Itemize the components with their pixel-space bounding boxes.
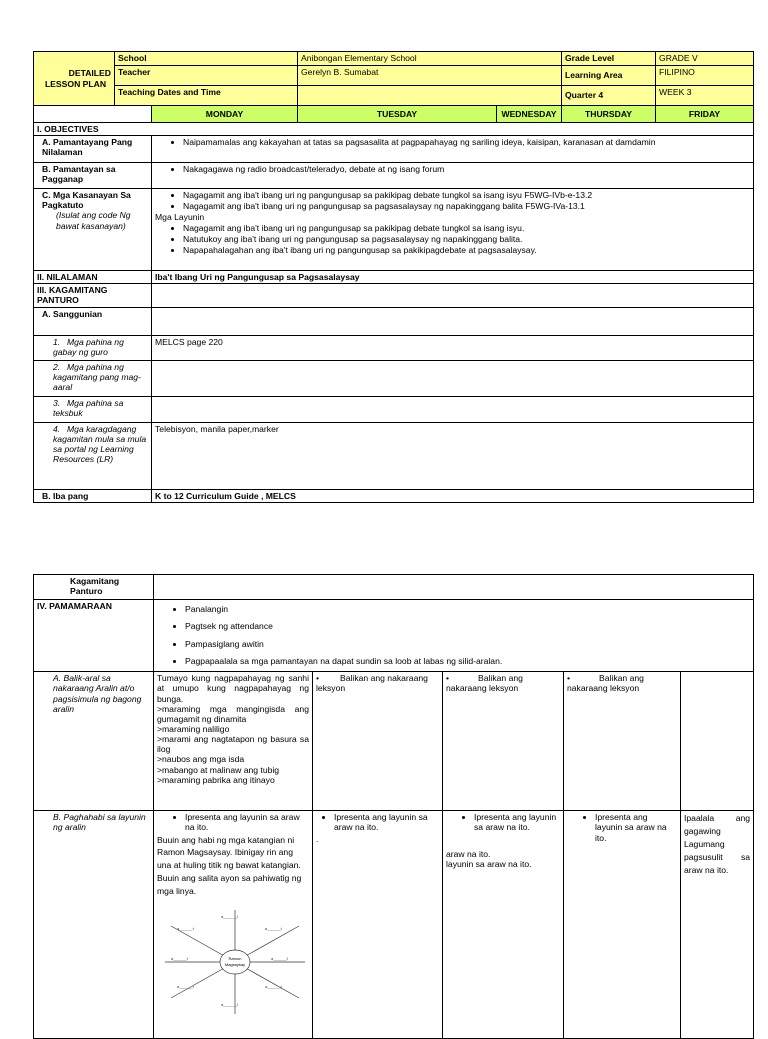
lesson-plan-title: DETAILED LESSON PLAN bbox=[34, 52, 115, 106]
balik-aral-thursday: • Balikan ang nakaraang leksyon bbox=[564, 672, 681, 811]
paghahabi-label: B. Paghahabi sa layunin ng aralin bbox=[34, 811, 154, 1039]
quarter-value: WEEK 3 bbox=[656, 86, 754, 106]
web-blank: a______t bbox=[271, 956, 288, 962]
pamantayang-nilalaman-label: A. Pamantayang Pang Nilalaman bbox=[34, 136, 152, 163]
paghahabi-wednesday: • Ipresenta ang layunin sa araw na ito. araw na ito. layunin sa araw na ito. bbox=[443, 811, 564, 1039]
lesson-plan-table-1 bbox=[33, 51, 754, 503]
dates-label: Teaching Dates and Time bbox=[115, 86, 298, 106]
web-center-label-2: Magsaysay bbox=[224, 962, 246, 968]
web-center-label-1: Ramon bbox=[228, 956, 242, 962]
learning-area-label: Learning Area bbox=[562, 66, 656, 86]
objectives-heading: I. OBJECTIVES bbox=[34, 123, 754, 136]
day-friday: FRIDAY bbox=[656, 106, 754, 123]
karagdagang-kagamitan-label: 4. Mga karagdagang kagamitan mula sa mula sa portal ng Learning Resources (LR) bbox=[34, 422, 152, 489]
teacher-value: Gerelyn B. Sumabat bbox=[298, 66, 562, 86]
ramon-magsaysay-web-diagram bbox=[161, 906, 309, 1018]
web-blank: a______t bbox=[221, 914, 238, 920]
paghahabi-thursday: • Ipresenta ang layunin sa araw na ito. bbox=[564, 811, 681, 1039]
dates-value bbox=[298, 86, 562, 106]
grade-level-value: GRADE V bbox=[656, 52, 754, 66]
kagamitang-panturo-value bbox=[152, 284, 754, 307]
pamantayan-pagganap-label: B. Pamantayan sa Pagganap bbox=[34, 163, 152, 189]
web-blank: a______t bbox=[265, 926, 282, 932]
kagamitang-panturo-value-2 bbox=[154, 575, 754, 600]
learning-area-value: FILIPINO bbox=[656, 66, 754, 86]
day-tuesday: TUESDAY bbox=[298, 106, 497, 123]
web-blank: a______t bbox=[221, 1002, 238, 1008]
school-label: School bbox=[115, 52, 298, 66]
days-header-blank bbox=[34, 106, 152, 123]
gabay-guro-label: 1. Mga pahina ng gabay ng guro bbox=[34, 335, 152, 360]
web-blank: a______t bbox=[171, 956, 188, 962]
sanggunian-label: A. Sanggunian bbox=[34, 307, 152, 335]
web-blank: a______t bbox=[177, 984, 194, 990]
day-wednesday: WEDNESDAY bbox=[497, 106, 562, 123]
sanggunian-value bbox=[152, 307, 754, 335]
kasanayan-label: C. Mga Kasanayan Sa Pagkatuto (Isulat ang code Ng bawat kasanayan) bbox=[34, 189, 152, 271]
iba-pang-value: K to 12 Curriculum Guide , MELCS bbox=[152, 489, 754, 502]
teksbuk-label: 3. Mga pahina sa teksbuk bbox=[34, 396, 152, 422]
balik-aral-tuesday: • Balikan ang nakaraang leksyon bbox=[313, 672, 443, 811]
day-thursday: THURSDAY bbox=[562, 106, 656, 123]
grade-level-label: Grade Level bbox=[562, 52, 656, 66]
web-blank: a______t bbox=[265, 984, 282, 990]
day-monday: MONDAY bbox=[152, 106, 298, 123]
paghahabi-tuesday: • Ipresenta ang layunin sa araw na ito. . bbox=[313, 811, 443, 1039]
paghahabi-friday: Ipaalala ang gagawing Lagumang pagsusulit sa araw na ito. bbox=[681, 811, 754, 1039]
balik-aral-label: A. Balik-aral sa nakaraang Aralin at/o pagsisimula ng bagong aralin bbox=[34, 672, 154, 811]
kagamitang-panturo-label-2: Kagamitang Panturo bbox=[34, 575, 154, 600]
gabay-guro-value: MELCS page 220 bbox=[152, 335, 754, 360]
quarter-label: Quarter 4 bbox=[562, 86, 656, 106]
lesson-plan-table-2 bbox=[33, 574, 754, 1039]
school-value: Anibongan Elementary School bbox=[298, 52, 562, 66]
balik-aral-friday bbox=[681, 672, 754, 811]
web-blank: a______t bbox=[177, 926, 194, 932]
kagamitang-panturo-label: III. KAGAMITANG PANTURO bbox=[34, 284, 152, 307]
teksbuk-value bbox=[152, 396, 754, 422]
karagdagang-kagamitan-value: Telebisyon, manila paper,marker bbox=[152, 422, 754, 489]
balik-aral-wednesday: • Balikan ang nakaraang leksyon bbox=[443, 672, 564, 811]
pamamaraan-value: • Panalangin • Pagtsek ng attendance • Pampasiglang awitin • Pagpapaalala sa mga pamantayan na dapat sundin sa loob at labas ng silid-aralan. bbox=[154, 600, 754, 672]
nilalaman-value: Iba't Ibang Uri ng Pangungusap sa Pagsasalaysay bbox=[152, 271, 754, 284]
pamantayang-nilalaman-value: • Naipamamalas ang kakayahan at tatas sa pagsasalita at pagpapahayag ng sariling ideya, kaisipan, karanasan at damdamin bbox=[152, 136, 754, 163]
pamamaraan-label: IV. PAMAMARAAN bbox=[34, 600, 154, 672]
kasanayan-value: • Nagagamit ang iba't ibang uri ng pangungusap sa pakikipag debate tungkol sa isang isyu F5WG-IVb-e-13.2 • Nagagamit ang iba't ibang uri ng pangungusap sa pagsasalaysay ng napakinggang balita F5WG-IVa-13.1 Mga Layunin • Nagagamit ang iba't ibang uri ng pangungusap sa pakikipag debate tungkol sa isang isyu. • Natutukoy ang iba't ibang uri ng pangungusap sa pagsasalaysay ng napakinggang balita. • Napapahalagahan ang iba't ibang uri ng pangungusap sa pakikipagdebate at pagsasalaysay. bbox=[152, 189, 754, 271]
kagamitang-mag-aaral-label: 2. Mga pahina ng kagamitang pang mag-aaral bbox=[34, 360, 152, 396]
pamantayan-pagganap-value: • Nakagagawa ng radio broadcast/teleradyo, debate at ng isang forum bbox=[152, 163, 754, 189]
paghahabi-monday: • Ipresenta ang layunin sa araw na ito. Buuin ang habi ng mga katangian ni Ramon Magsaysay. Ibinigay rin ang una at huling titik ng bawat katangian. Buuin ang salita ayon sa pahiwatig ng mga linya. Ramon Magsaysay a______t a______t a______t a______t a______t a______t a______t a______t bbox=[154, 811, 313, 1039]
balik-aral-monday: Tumayo kung nagpapahayag ng sanhi at umupo kung nagpapahayag ng bunga. >maraming mga mangingisda ang gumagamit ng dinamita >maraming naliligo >marami ang nagtatapon ng basura sa ilog >naubos ang mga isda >mabango at malinaw ang tubig >maraming pabrika ang itinayo bbox=[154, 672, 313, 811]
iba-pang-label: B. Iba pang bbox=[34, 489, 152, 502]
kagamitang-mag-aaral-value bbox=[152, 360, 754, 396]
nilalaman-label: II. NILALAMAN bbox=[34, 271, 152, 284]
teacher-label: Teacher bbox=[115, 66, 298, 86]
